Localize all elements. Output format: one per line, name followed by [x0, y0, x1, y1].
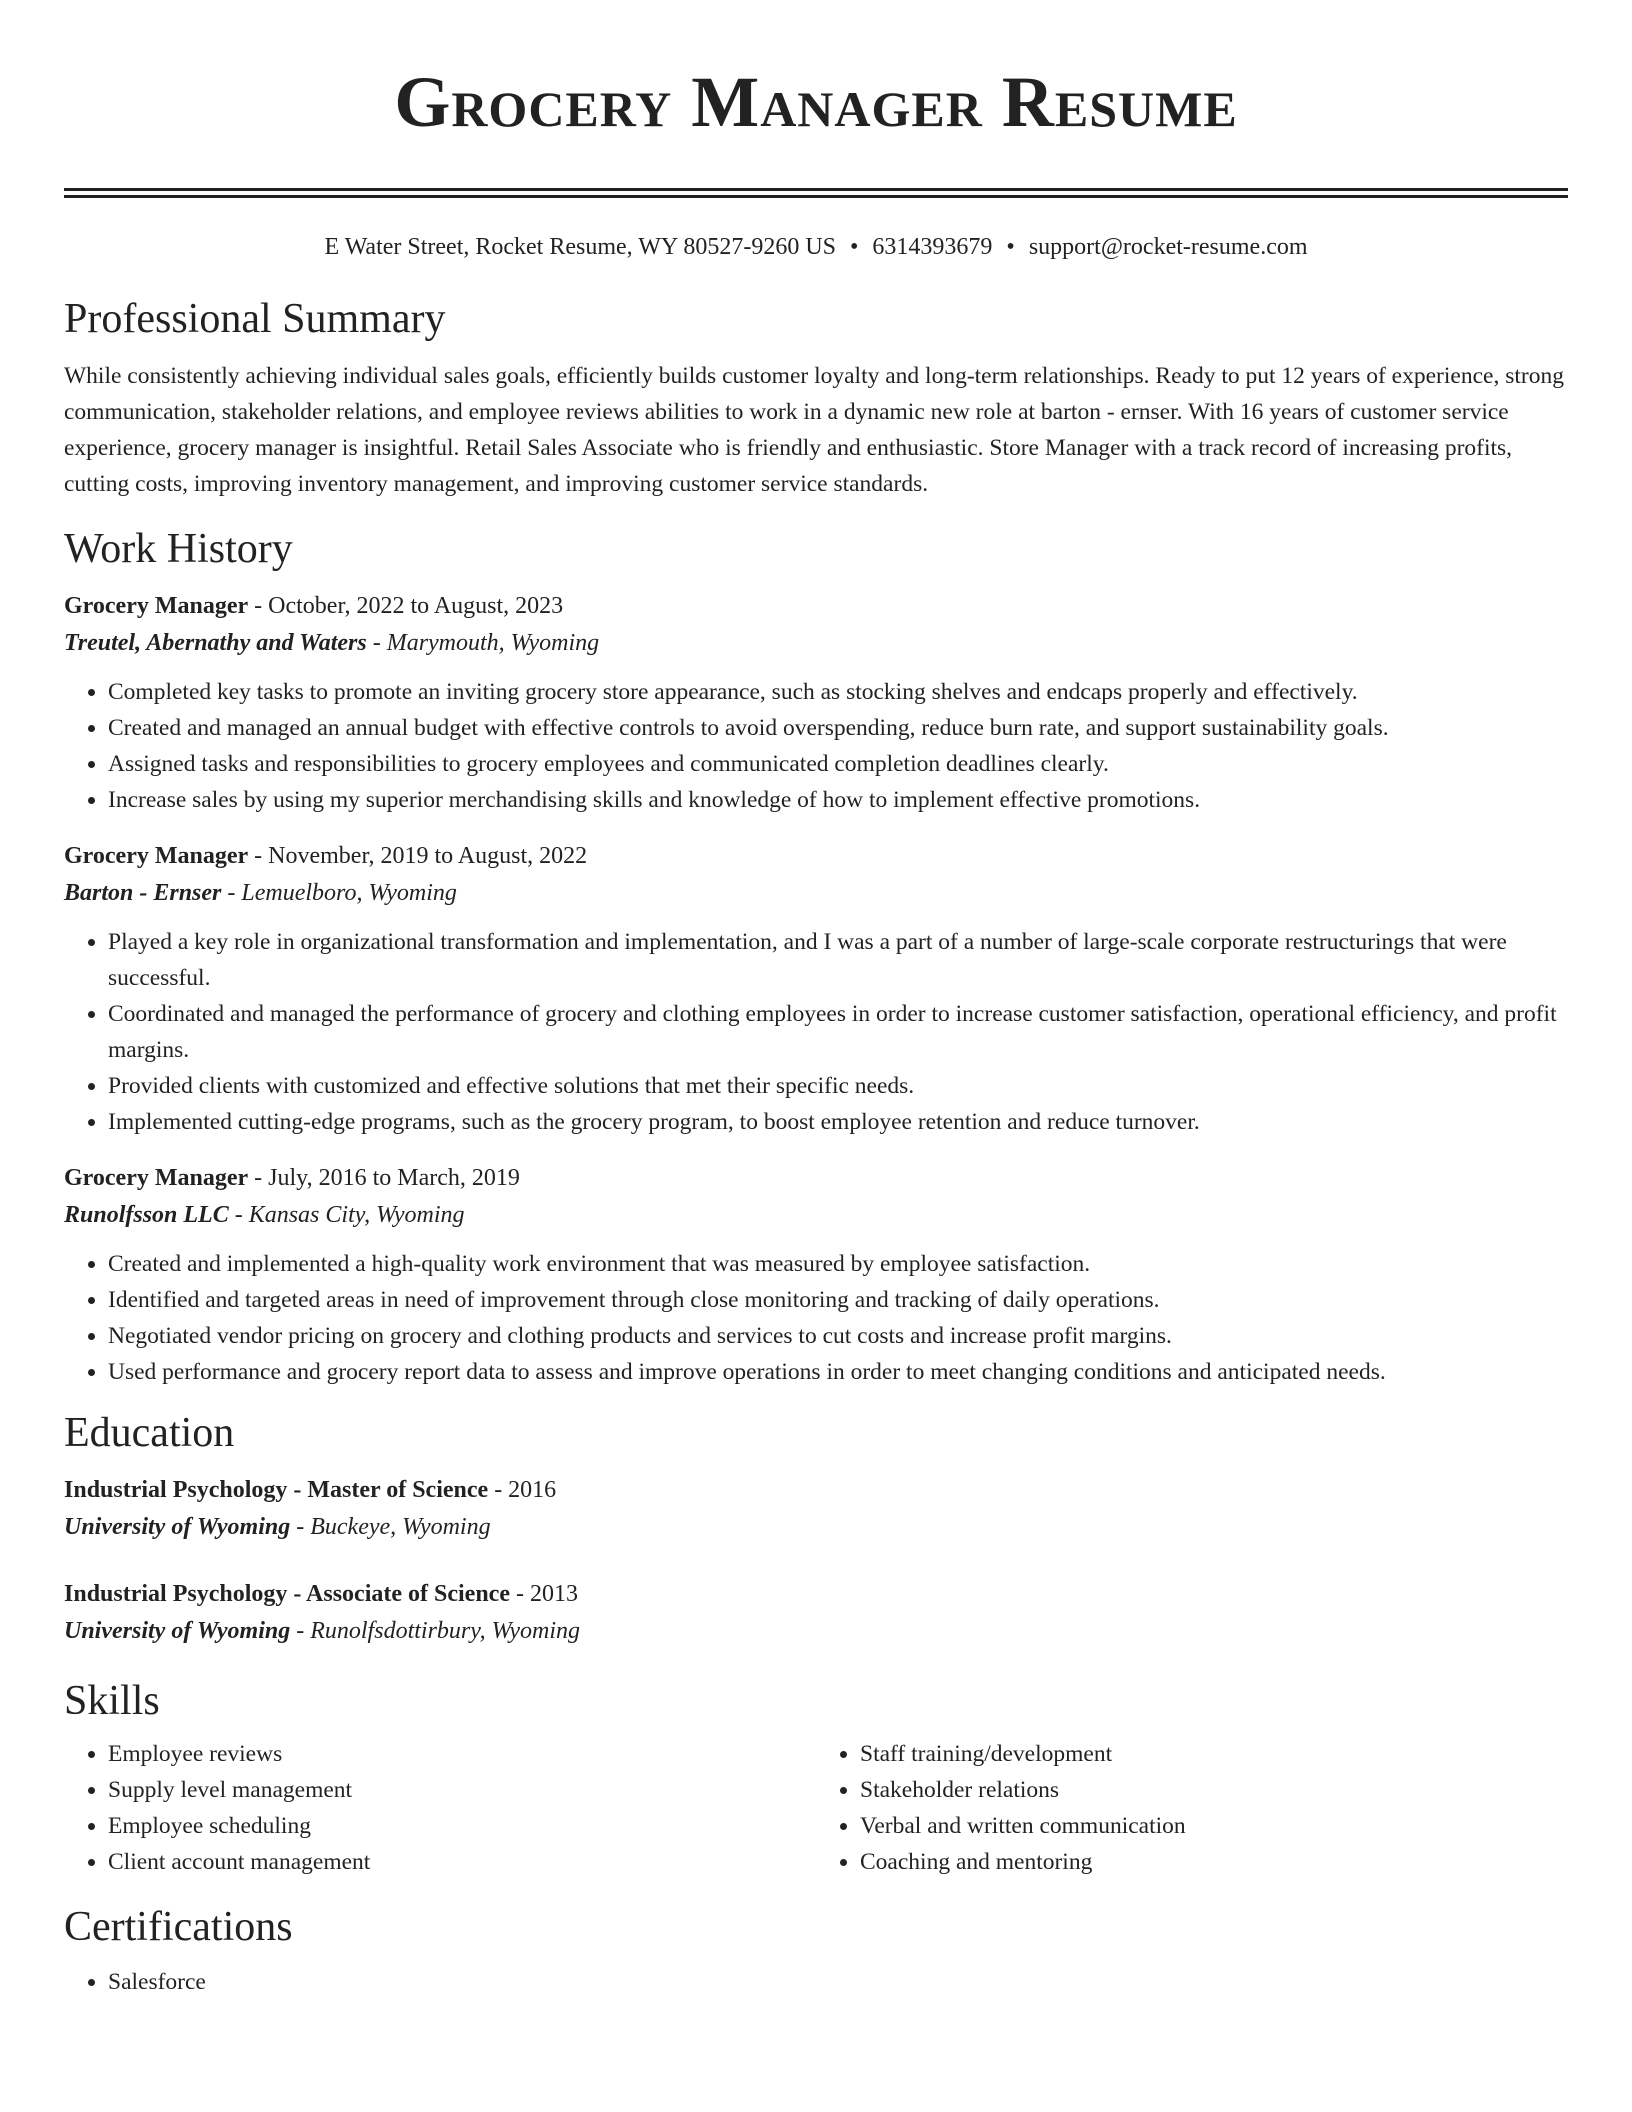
list-item: • Employee scheduling [108, 1808, 816, 1844]
list-item: • Identified and targeted areas in need of improvement through close monitoring and tracking of daily operations. [108, 1282, 1568, 1318]
certifications-list [64, 1964, 1568, 2000]
list-item: • Implemented cutting-edge programs, such as the grocery program, to boost employee retention and reduce turnover. [108, 1104, 1568, 1140]
list-item: • Employee reviews [108, 1736, 816, 1772]
education-entry [64, 1472, 1568, 1546]
degree-name: Industrial Psychology - Master of Science [64, 1477, 489, 1503]
job-bullets [64, 924, 1568, 1140]
skills-section [64, 1676, 1568, 1880]
list-item: • Verbal and written communication [860, 1808, 1568, 1844]
section-heading-certifications: Certifications [64, 1904, 293, 1950]
degree-line [64, 1472, 1568, 1508]
job-company-line [64, 1196, 1568, 1234]
degree-name: Industrial Psychology - Associate of Science [64, 1581, 510, 1607]
resume-title: Grocery Manager Resume [394, 62, 1238, 142]
list-item: • Created and implemented a high-quality work environment that was measured by employee satisfaction. [108, 1246, 1568, 1282]
work-history-section [64, 524, 1568, 1390]
job-title-line [64, 588, 1568, 624]
section-heading-work: Work History [64, 526, 293, 572]
school-line [64, 1508, 1568, 1546]
list-item: • Coordinated and managed the performance of grocery and clothing employees in order to increase customer satisfaction, operational efficiency, and profit margins. [108, 996, 1568, 1068]
job-title-line [64, 838, 1568, 874]
job-location: - Marymouth, Wyoming [366, 630, 600, 656]
list-item: • Used performance and grocery report data to assess and improve operations in order to meet changing conditions and anticipated needs. [108, 1354, 1568, 1390]
job-bullets [64, 674, 1568, 818]
job-bullets [64, 1246, 1568, 1390]
list-item: • Completed key tasks to promote an inviting grocery store appearance, such as stocking shelves and endcaps properly and effectively. [108, 674, 1568, 710]
job-company: Barton - Ernser [64, 880, 222, 906]
job-location: - Lemuelboro, Wyoming [221, 880, 457, 906]
list-item: • Played a key role in organizational transformation and implementation, and I was a part of a number of large-scale corporate restructurings that were successful. [108, 924, 1568, 996]
job-dates: - October, 2022 to August, 2023 [248, 593, 564, 619]
degree-line [64, 1576, 1568, 1612]
skills-columns [64, 1726, 1568, 1880]
contact-address: E Water Street, Rocket Resume, WY 80527-9260 US [324, 234, 837, 260]
list-item: • Salesforce [108, 1964, 1568, 2000]
school-name: University of Wyoming [64, 1618, 291, 1644]
school-location: - Buckeye, Wyoming [290, 1514, 491, 1540]
contact-separator: • [850, 234, 859, 260]
skills-list-right [816, 1736, 1568, 1880]
job-entry [64, 838, 1568, 1140]
contact-email[interactable]: support@rocket-resume.com [1028, 234, 1308, 260]
job-dates: - July, 2016 to March, 2019 [248, 1165, 520, 1191]
contact-phone: 6314393679 [872, 234, 993, 260]
job-entry [64, 1160, 1568, 1390]
summary-section [64, 294, 1568, 502]
list-item: • Increase sales by using my superior merchandising skills and knowledge of how to implement effective promotions. [108, 782, 1568, 818]
job-company: Runolfsson LLC [64, 1202, 229, 1228]
list-item: • Assigned tasks and responsibilities to grocery employees and communicated completion deadlines clearly. [108, 746, 1568, 782]
list-item: • Supply level management [108, 1772, 816, 1808]
job-company: Treutel, Abernathy and Waters [64, 630, 367, 656]
job-company-line [64, 874, 1568, 912]
list-item: • Coaching and mentoring [860, 1844, 1568, 1880]
job-company-line [64, 624, 1568, 662]
job-title: Grocery Manager [64, 1165, 249, 1191]
list-item: • Staff training/development [860, 1736, 1568, 1772]
job-title-line [64, 1160, 1568, 1196]
list-item: • Client account management [108, 1844, 816, 1880]
skills-list-left [64, 1736, 816, 1880]
education-section [64, 1408, 1568, 1650]
job-title: Grocery Manager [64, 593, 249, 619]
job-dates: - November, 2019 to August, 2022 [248, 843, 588, 869]
school-location: - Runolfsdottirbury, Wyoming [290, 1618, 581, 1644]
school-line [64, 1612, 1568, 1650]
degree-year: - 2016 [488, 1477, 557, 1503]
job-location: - Kansas City, Wyoming [228, 1202, 465, 1228]
summary-text: While consistently achieving individual sales goals, efficiently builds customer loyalty and long-term relationships. Ready to put 12 years of experience, strong communication, stakeholder relations, and employee reviews abilities to work in a dynamic new role at barton - ernser. With 16 years of customer service experience, grocery manager is insightful. Retail Sales Associate who is friendly and enthusiastic. Store Manager with a track record of increasing profits, cutting costs, improving inventory management, and improving customer service standards. [64, 363, 1564, 497]
education-entry [64, 1576, 1568, 1650]
list-item: • Provided clients with customized and effective solutions that met their specific needs. [108, 1068, 1568, 1104]
section-heading-skills: Skills [64, 1678, 160, 1724]
list-item: • Negotiated vendor pricing on grocery and clothing products and services to cut costs and increase profit margins. [108, 1318, 1568, 1354]
certifications-section [64, 1902, 1568, 2000]
contact-line [64, 232, 1568, 262]
contact-separator: • [1006, 234, 1015, 260]
list-item: • Created and managed an annual budget with effective controls to avoid overspending, reduce burn rate, and support sustainability goals. [108, 710, 1568, 746]
school-name: University of Wyoming [64, 1514, 291, 1540]
job-title: Grocery Manager [64, 843, 249, 869]
section-heading-education: Education [64, 1410, 235, 1456]
degree-year: - 2013 [509, 1581, 578, 1607]
job-entry [64, 588, 1568, 818]
title-double-rule [64, 188, 1568, 198]
list-item: • Stakeholder relations [860, 1772, 1568, 1808]
section-heading-summary: Professional Summary [64, 296, 446, 342]
